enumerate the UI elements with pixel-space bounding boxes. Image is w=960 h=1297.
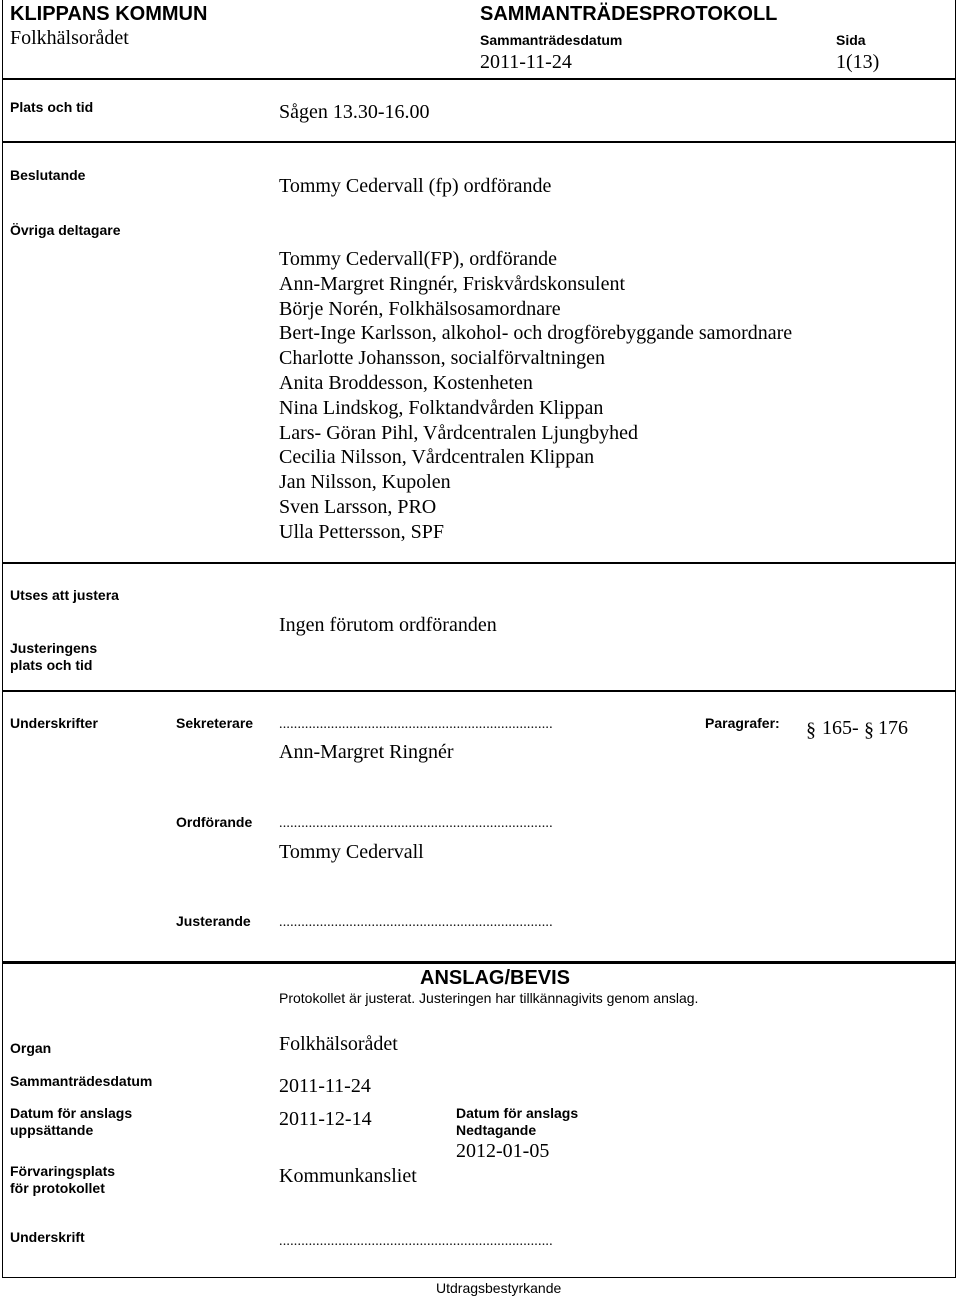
removed-label-2: Nedtagande [456,1122,537,1138]
adjust-value: Ingen förutom ordföranden [279,614,497,636]
participants-divider [2,562,956,564]
page-number: 1(13) [836,51,880,73]
meeting-date-value: 2011-11-24 [279,1075,371,1097]
adjust-label: Utses att justera [10,587,119,603]
date-label: Sammanträdesdatum [480,32,623,48]
participant: Jan Nilsson, Kupolen [279,471,451,494]
storage-label-1: Förvaringsplats [10,1163,116,1179]
storage-label-2: för protokollet [10,1180,105,1196]
chair-signature-line: .......................................................................... [279,816,553,831]
secretary-name: Ann-Margret Ringnér [279,741,454,763]
chair-name: Tommy Cedervall [279,841,424,863]
signature-label: Underskrift [10,1229,85,1245]
place-label: Plats och tid [10,99,94,115]
paragraphs-from: 165- [822,717,859,739]
meeting-date: 2011-11-24 [480,51,572,73]
deciding-value: Tommy Cedervall (fp) ordförande [279,175,552,197]
place-value: Sågen 13.30-16.00 [279,101,430,123]
page-label: Sida [836,32,866,48]
paragraphs-label: Paragrafer: [705,715,780,731]
participant: Cecilia Nilsson, Vårdcentralen Klippan [279,446,595,469]
others-label: Övriga deltagare [10,222,121,238]
document-type: SAMMANTRÄDESPROTOKOLL [480,3,778,25]
meeting-date-label: Sammanträdesdatum [10,1073,153,1089]
participant: Ann-Margret Ringnér, Friskvårdskonsulent [279,272,626,295]
participant: Tommy Cedervall(FP), ordförande [279,248,557,270]
adjust-divider [2,690,956,692]
header-divider [2,78,956,80]
adjust-place-label-2: plats och tid [10,657,93,673]
posted-label-1: Datum för anslags [10,1105,133,1121]
removed-label-1: Datum för anslags [456,1105,579,1121]
place-divider [2,141,956,143]
removed-date: 2012-01-05 [456,1140,550,1162]
signatures-label: Underskrifter [10,715,98,731]
participant: Nina Lindskog, Folktandvården Klippan [279,396,604,419]
notice-title: ANSLAG/BEVIS [420,967,571,989]
adjust-place-label-1: Justeringens [10,640,98,656]
participant: Ulla Pettersson, SPF [279,520,445,543]
chair-label: Ordförande [176,814,253,830]
adjuster-signature-line: .......................................................................... [279,915,553,930]
paragraph-sign-icon: § [806,719,816,741]
municipality-name: KLIPPANS KOMMUN [10,3,208,25]
deciding-label: Beslutande [10,167,86,183]
notice-divider [2,961,956,964]
secretary-signature-line: .......................................................................... [279,717,553,732]
participant: Bert-Inge Karlsson, alkohol- och drogförebyggande samordnare [279,322,793,345]
notice-statement: Protokollet är justerat. Justeringen har tillkännagivits genom anslag. [279,990,699,1006]
certified-footer: Utdragsbestyrkande [436,1280,562,1296]
storage-value: Kommunkansliet [279,1165,417,1187]
participant: Anita Broddesson, Kostenheten [279,371,533,394]
committee-name: Folkhälsorådet [10,27,129,49]
notice-signature-line: .......................................................................... [279,1234,553,1249]
secretary-label: Sekreterare [176,715,254,731]
organ-label: Organ [10,1040,52,1056]
participants-list [279,247,792,545]
participant: Börje Norén, Folkhälsosamordnare [279,297,561,320]
posted-label-2: uppsättande [10,1122,94,1138]
participant: Charlotte Johansson, socialförvaltningen [279,347,606,370]
organ-value: Folkhälsorådet [279,1033,398,1055]
paragraphs-to: 176 [878,717,908,739]
participant: Sven Larsson, PRO [279,495,437,518]
participant: Lars- Göran Pihl, Vårdcentralen Ljungbyhed [279,421,638,444]
paragraph-sign-icon: § [864,719,874,741]
adjuster-label: Justerande [176,913,251,929]
posted-date: 2011-12-14 [279,1108,372,1130]
